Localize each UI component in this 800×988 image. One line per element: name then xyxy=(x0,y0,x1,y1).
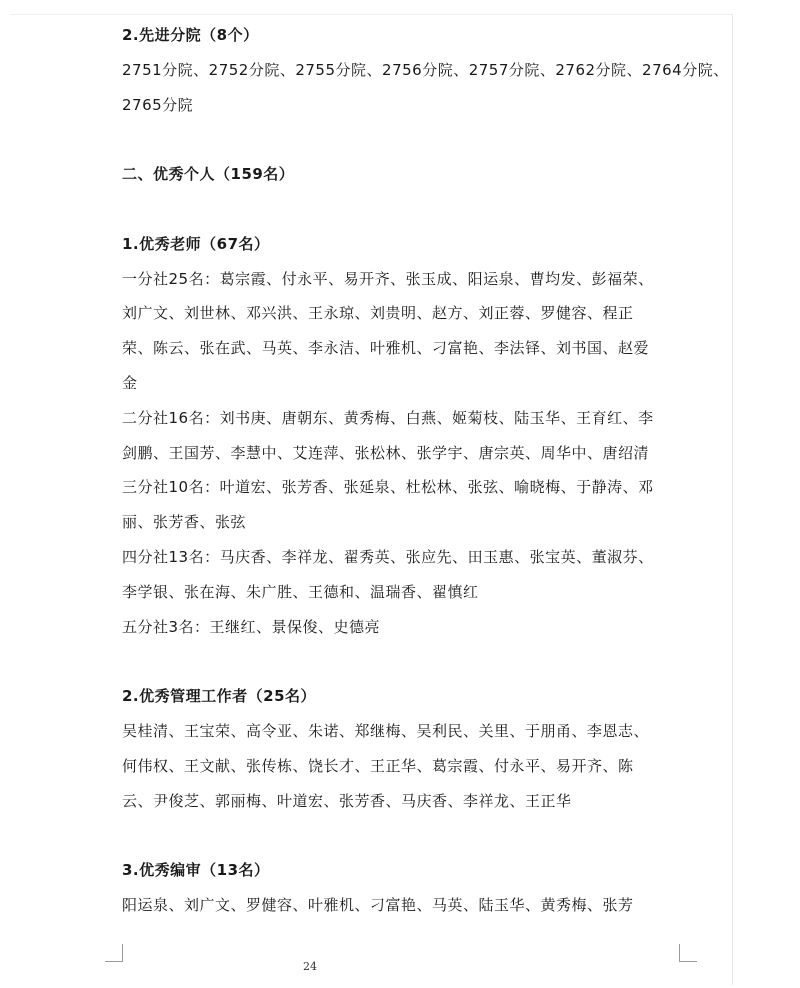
text-line: 三分社10名：叶道宏、张芳香、张延泉、杜松林、张弦、喻晓梅、于静涛、邓 xyxy=(122,478,654,497)
section-heading-excellent-managers: 2.优秀管理工作者（25名） xyxy=(122,687,317,706)
text-line: 云、尹俊芝、郭丽梅、叶道宏、张芳香、马庆香、李祥龙、王正华 xyxy=(122,791,572,810)
text-line: 荣、陈云、张在武、马英、李永洁、叶雅机、刁富艳、李法铎、刘书国、赵爱 xyxy=(122,339,650,358)
blank-line xyxy=(122,192,702,227)
text-line: 金 xyxy=(122,373,138,392)
document-body xyxy=(122,18,729,923)
section-heading-advanced-branches: 2.先进分院（8个） xyxy=(122,26,259,44)
text-line: 刘广文、刘世林、邓兴洪、王永琼、刘贵明、赵方、刘正蓉、罗健容、程正 xyxy=(122,304,634,323)
section-heading-excellent-editors: 3.优秀编审（13名） xyxy=(122,861,270,880)
page-number: 24 xyxy=(303,960,317,973)
text-line: 何伟权、王文献、张传栋、饶长才、王正华、葛宗霞、付永平、易开齐、陈 xyxy=(122,756,634,775)
text-line: 2765分院 xyxy=(122,95,194,114)
text-line: 吴桂清、王宝荣、高令亚、朱诺、郑继梅、吴利民、关里、于朋甬、李恩志、 xyxy=(122,721,650,740)
text-line: 李学银、张在海、朱广胜、王德和、温瑞香、翟慎红 xyxy=(122,582,479,601)
text-line: 2751分院、2752分院、2755分院、2756分院、2757分院、2762分院、2764分院、 xyxy=(122,60,729,79)
crop-mark-right xyxy=(679,944,697,962)
text-line: 丽、张芳香、张弦 xyxy=(122,513,247,532)
blank-line xyxy=(122,818,702,853)
text-line: 五分社3名：王继红、景保俊、史德亮 xyxy=(122,617,381,636)
text-line: 二分社16名：刘书庚、唐朝东、黄秀梅、白燕、姬菊枝、陆玉华、王育红、李 xyxy=(122,408,654,427)
crop-mark-left xyxy=(105,944,123,962)
text-line: 剑鹏、王国芳、李慧中、艾连萍、张松林、张学宇、唐宗英、周华中、唐绍清 xyxy=(122,443,650,462)
text-line: 一分社25名：葛宗霞、付永平、易开齐、张玉成、阳运泉、曹均发、彭福荣、 xyxy=(122,269,654,288)
section-heading-excellent-individuals: 二、优秀个人（159名） xyxy=(122,165,295,184)
text-line: 四分社13名：马庆香、李祥龙、翟秀英、张应先、田玉惠、张宝英、董淑芬、 xyxy=(122,547,654,566)
text-line: 阳运泉、刘广文、罗健容、叶雅机、刁富艳、马英、陆玉华、黄秀梅、张芳 xyxy=(122,895,634,914)
blank-line xyxy=(122,644,702,679)
section-heading-excellent-teachers: 1.优秀老师（67名） xyxy=(122,234,270,253)
blank-line xyxy=(122,122,702,157)
